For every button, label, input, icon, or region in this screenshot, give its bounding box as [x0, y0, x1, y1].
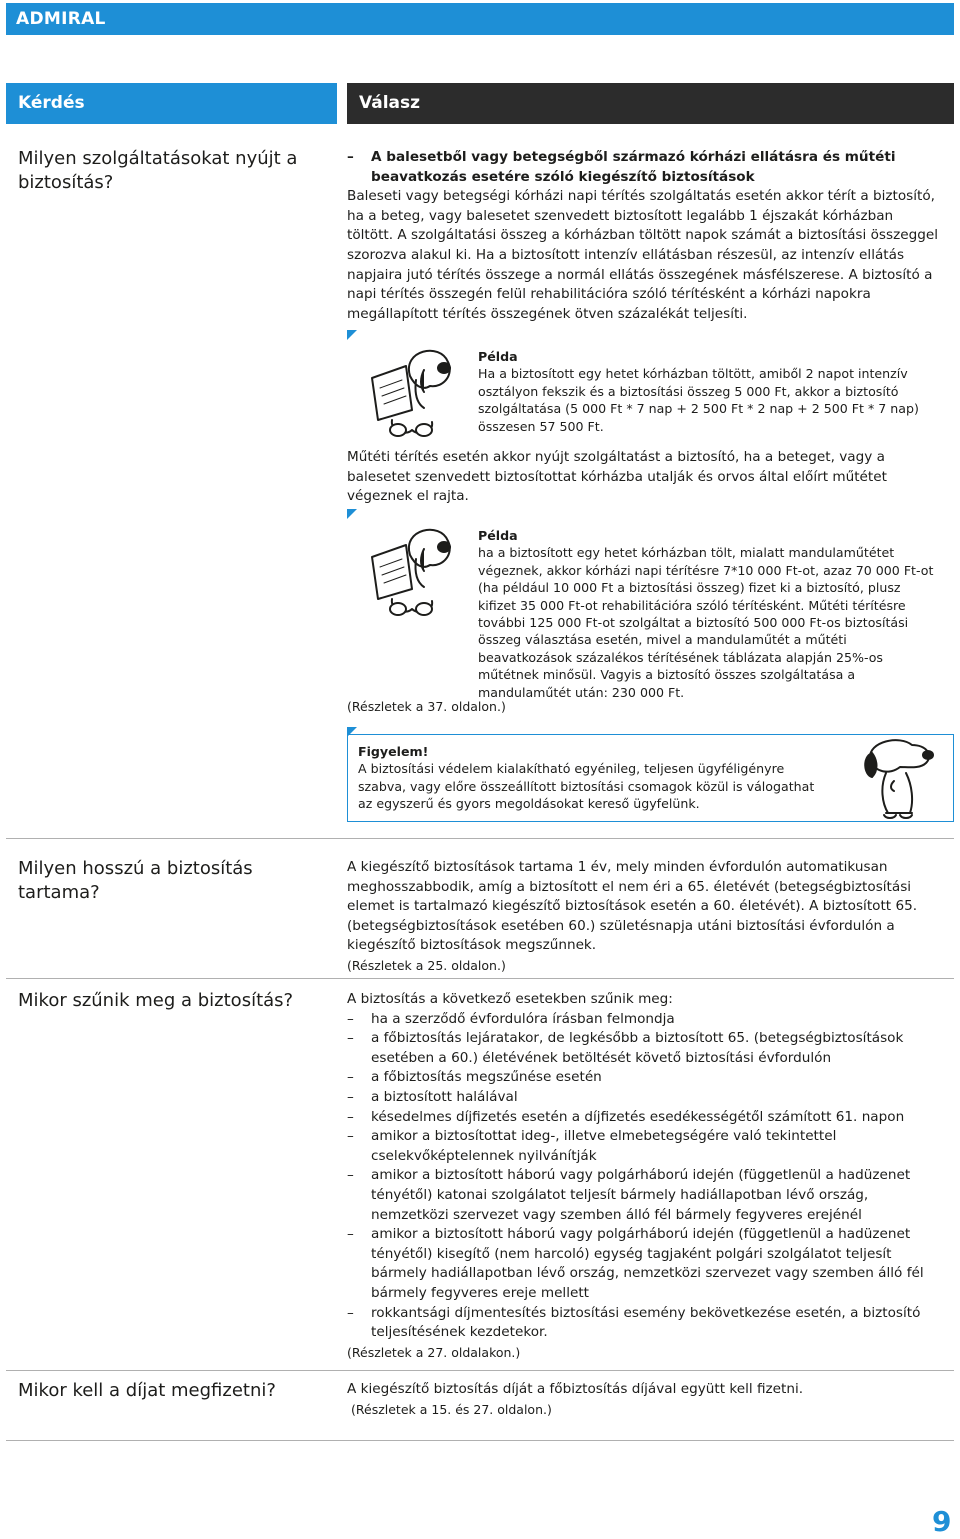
payment-text: A kiegészítő biztosítás díját a főbiztosítás díjával együtt kell fizetni. — [347, 1381, 804, 1397]
section-divider — [6, 978, 954, 979]
termination-item: – rokkantsági díjmentesítés biztosítási esemény bekövetkezése esetén, a biztosító teljesítésének kezdetekor. — [347, 1304, 943, 1343]
termination-item: – a főbiztosítás megszűnése esetén — [347, 1068, 943, 1088]
example-1-text: Ha a biztosított egy hetet kórházban töltött, amiből 2 napot intenzív osztályon fekszik és a biztosítási összeg 5 000 Ft, akkor a biztosító szolgáltatása (5 000 Ft * 7 nap + 2 500 Ft * 2 nap + 2 500 Ft * 7 nap) összesen 57 500 Ft. — [478, 366, 919, 434]
termination-item: – késedelmes díjfizetés esetén a díjfizetés esedékességétől számított 61. napon — [347, 1108, 943, 1128]
brand-bar — [6, 3, 954, 35]
payment-reference: (Részletek a 15. és 27. oldalon.) — [351, 1401, 552, 1417]
answer-column-header — [347, 83, 954, 124]
example-1 — [478, 348, 940, 435]
example-2 — [478, 527, 940, 701]
callout-title: Figyelem! — [358, 744, 429, 759]
example-marker — [347, 330, 357, 340]
question-column-label: Kérdés — [18, 93, 85, 113]
services-bullet-heading: – A balesetből vagy betegségből származó kórházi ellátásra és műtéti beavatkozás esetére szóló kiegészítő biztosítások — [347, 148, 943, 187]
answer-column-label: Válasz — [359, 93, 421, 113]
example-1-title: Példa — [478, 349, 518, 364]
snoopy-thinking-icon — [850, 731, 940, 821]
answer-termination — [347, 990, 943, 1362]
termination-item: – amikor a biztosított háború vagy polgárháború idején (függetlenül a hadüzenet tényétől) katonai szolgálatot teljesít bármely hadiállapotban lévő ország, nemzetközi szervezet vagy szemben álló fél bármely fegyveres erejénél — [347, 1166, 943, 1225]
attention-callout — [347, 734, 954, 822]
section-divider — [6, 838, 954, 839]
example-2-text: ha a biztosított egy hetet kórházban tölt, mialatt mandulaműtétet végeznek, akkor kórházi napi térítésre 7*10 000 Ft-ot, azaz 70 000 Ft-ot (ha például 10 000 Ft a biztosítási összeg) fizet ki a biztosító, plusz kifizet 35 000 Ft-ot rehabilitációra szóló térítésként. Műtéti térítésre további 125 000 Ft-ot szolgáltat a biztosító 500 000 Ft-os biztosítási összeg választása esetén, mivel a mandulaműtét a műtéti beavatkozások százalékos térítésének táblázata alapján 25%-os műtétnek minősül. Vagyis a biztosító összes szolgáltatása a mandulaműtét után: 230 000 Ft. — [478, 545, 934, 700]
example-2-title: Példa — [478, 528, 518, 543]
question-termination: Mikor szűnik meg a biztosítás? — [18, 990, 294, 1011]
termination-list — [347, 1010, 943, 1343]
brand-title: ADMIRAL — [16, 9, 106, 29]
termination-item: – amikor a biztosított háború vagy polgárháború idején (függetlenül a hadüzenet tényétől) kisegítő (nem harcoló) egység tagjaként polgári szolgálatot teljesít bármely hadiállapotban lévő ország, nemzetközi szervezet vagy szemben álló fél bármely fegyveres ereje mellett — [347, 1225, 943, 1303]
question-duration: Milyen hosszú a biztosítás tartama? — [18, 858, 253, 903]
snoopy-reading-icon — [362, 338, 462, 438]
termination-item: – ha a szerződő évfordulóra írásban felmondja — [347, 1010, 943, 1030]
termination-item: – a főbiztosítás lejáratakor, de legkésőbb a biztosított 65. (betegségbiztosítások esetében a 60.) életévének betöltését követő biztosítási évfordulón — [347, 1029, 943, 1068]
section-divider — [6, 1370, 954, 1371]
snoopy-reading-icon — [362, 517, 462, 617]
services-body: Baleseti vagy betegségi kórházi napi térítés szolgáltatás esetén akkor térít a biztosító, ha a beteg, vagy balesetet szenvedett biztosított legalább 1 éjszakát kórházban töltött. A szolgáltatási összeg a kórházban töltött napok számát a biztosítási összeggel szorozva alakul ki. Ha a biztosított intenzív ellátásban részesül, az intenzív ellátás napjaira jutó térítés összege a normál ellátás összegének másfélszerese. A biztosító a napi térítés összegén felül rehabilitációra szóló térítésként a kórházi napokra megállapított térítés összegének ötven százalékát teljesíti. — [347, 188, 938, 322]
duration-reference: (Részletek a 25. oldalon.) — [347, 957, 506, 973]
example-marker — [347, 509, 357, 519]
section-divider — [6, 1440, 954, 1441]
answer-duration — [347, 858, 943, 976]
duration-text: A kiegészítő biztosítások tartama 1 év, mely minden évfordulón automatikusan meghosszabbodik, amíg a biztosított el nem éri a 65. életévét (betegségbiztosítási elemet is tartalmazó kiegészítő biztosítások esetén a 60. életévét). A biztosított 65. (betegségbiztosítások esetében 60.) születésnapja utáni biztosítási évfordulón a kiegészítő biztosítások megszűnnek. — [347, 859, 918, 954]
termination-item: – amikor a biztosítottat ideg-, illetve elmebetegségére való tekintettel cselekvőképtelennek nyilvánítják — [347, 1127, 943, 1166]
services-reference: (Részletek a 37. oldalon.) — [347, 699, 506, 714]
page-number: 9 — [932, 1505, 952, 1538]
answer-services — [347, 148, 943, 324]
termination-item: – a biztosított halálával — [347, 1088, 943, 1108]
question-services: Milyen szolgáltatásokat nyújt a biztosítás? — [18, 148, 298, 193]
termination-intro: A biztosítás a következő esetekben szűnik meg: — [347, 991, 673, 1007]
termination-reference: (Részletek a 27. oldalakon.) — [347, 1344, 521, 1360]
question-column-header — [6, 83, 337, 124]
question-payment: Mikor kell a díjat megfizetni? — [18, 1380, 276, 1401]
services-bullet-list — [347, 148, 943, 187]
callout-text: A biztosítási védelem kialakítható egyénileg, teljesen ügyféligényre szabva, vagy előre összeállított biztosítási csomagok közül is válogathat az egyszerű és gyors megoldásokat kereső ügyfelünk. — [358, 761, 815, 812]
surgery-text: Műtéti térítés esetén akkor nyújt szolgáltatást a biztosító, ha a beteget, vagy a balesetet szenvedett biztosítottat kórházba utalják és orvos által előírt műtétet végeznek el rajta. — [347, 449, 887, 505]
answer-payment — [347, 1380, 943, 1419]
